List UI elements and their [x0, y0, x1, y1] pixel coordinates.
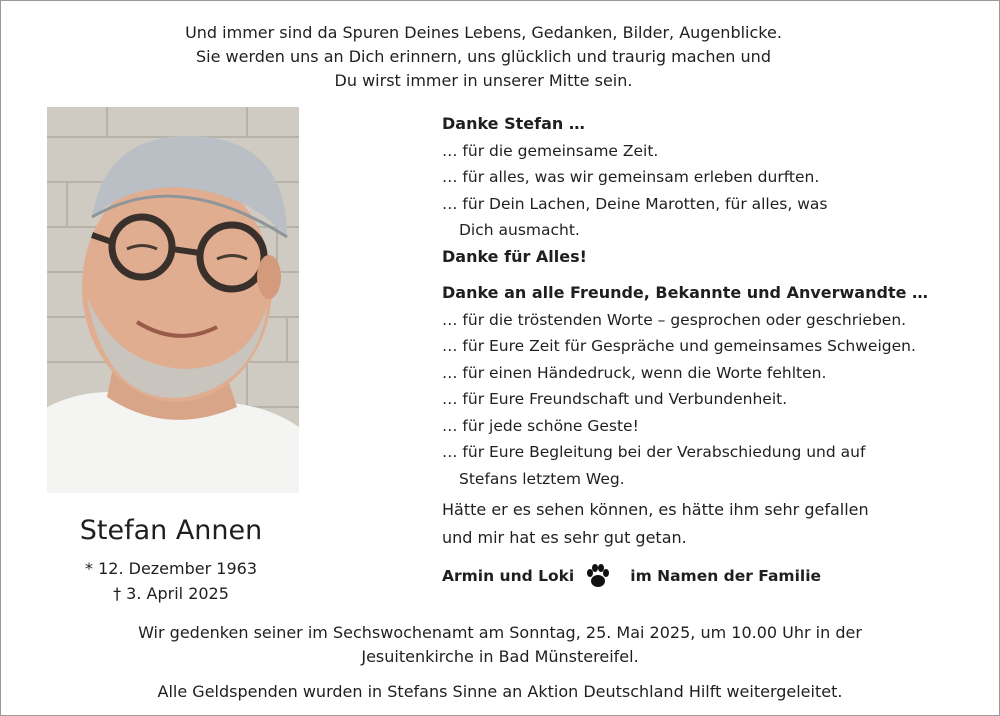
signature-names: Armin und Loki	[442, 566, 575, 585]
thanks-section	[442, 111, 982, 590]
death-date: † 3. April 2025	[113, 584, 229, 603]
thanks-closing: Danke für Alles!	[442, 246, 587, 266]
closing-text	[442, 496, 982, 552]
portrait-photo	[47, 107, 299, 493]
paw-icon	[584, 562, 612, 590]
service-line: Wir gedenken seiner im Sechswochenamt am Sonntag, 25. Mai 2025, um 10.00 Uhr in der	[138, 623, 862, 642]
signature	[442, 562, 982, 590]
thanks-item: … für die tröstenden Worte – gesprochen oder geschrieben.	[442, 310, 907, 329]
thanks-item: … für Eure Freundschaft und Verbundenheit.	[442, 390, 788, 408]
thanks-item: … für jede schöne Geste!	[442, 416, 639, 435]
thanks-heading: Danke Stefan …	[442, 114, 585, 133]
thanks-item: … für die gemeinsame Zeit.	[442, 141, 659, 160]
intro-line: Du wirst immer in unserer Mitte sein.	[334, 71, 633, 90]
intro-line: Und immer sind da Spuren Deines Lebens, Gedanken, Bilder, Augenblicke.	[185, 23, 782, 42]
thanks-item: Dich ausmacht.	[459, 221, 580, 239]
signature-family: im Namen der Familie	[630, 566, 822, 585]
thanks-item: … für Eure Begleitung bei der Verabschiedung und auf	[442, 443, 866, 461]
deceased-name: Stefan Annen	[79, 515, 263, 546]
thanks-item: … für Eure Zeit für Gespräche und gemeinsames Schweigen.	[442, 337, 916, 355]
intro-verse	[1, 21, 966, 93]
thanks-item: … für alles, was wir gemeinsam erleben durften.	[442, 168, 820, 186]
donation-note: Alle Geldspenden wurden in Stefans Sinne an Aktion Deutschland Hilft weitergeleitet.	[157, 682, 843, 701]
footer	[1, 621, 999, 704]
life-dates	[47, 556, 295, 606]
thanks-item: … für Dein Lachen, Deine Marotten, für alles, was	[442, 194, 828, 213]
service-line: Jesuitenkirche in Bad Münstereifel.	[361, 647, 639, 666]
intro-line: Sie werden uns an Dich erinnern, uns glücklich und traurig machen und	[196, 47, 771, 66]
closing-line: und mir hat es sehr gut getan.	[442, 528, 687, 547]
thanks-heading: Danke an alle Freunde, Bekannte und Anverwandte …	[442, 283, 929, 302]
birth-date: * 12. Dezember 1963	[85, 559, 257, 578]
closing-line: Hätte er es sehen können, es hätte ihm sehr gefallen	[442, 500, 869, 519]
thanks-item: … für einen Händedruck, wenn die Worte fehlten.	[442, 363, 827, 382]
thanks-item: Stefans letztem Weg.	[459, 469, 625, 488]
